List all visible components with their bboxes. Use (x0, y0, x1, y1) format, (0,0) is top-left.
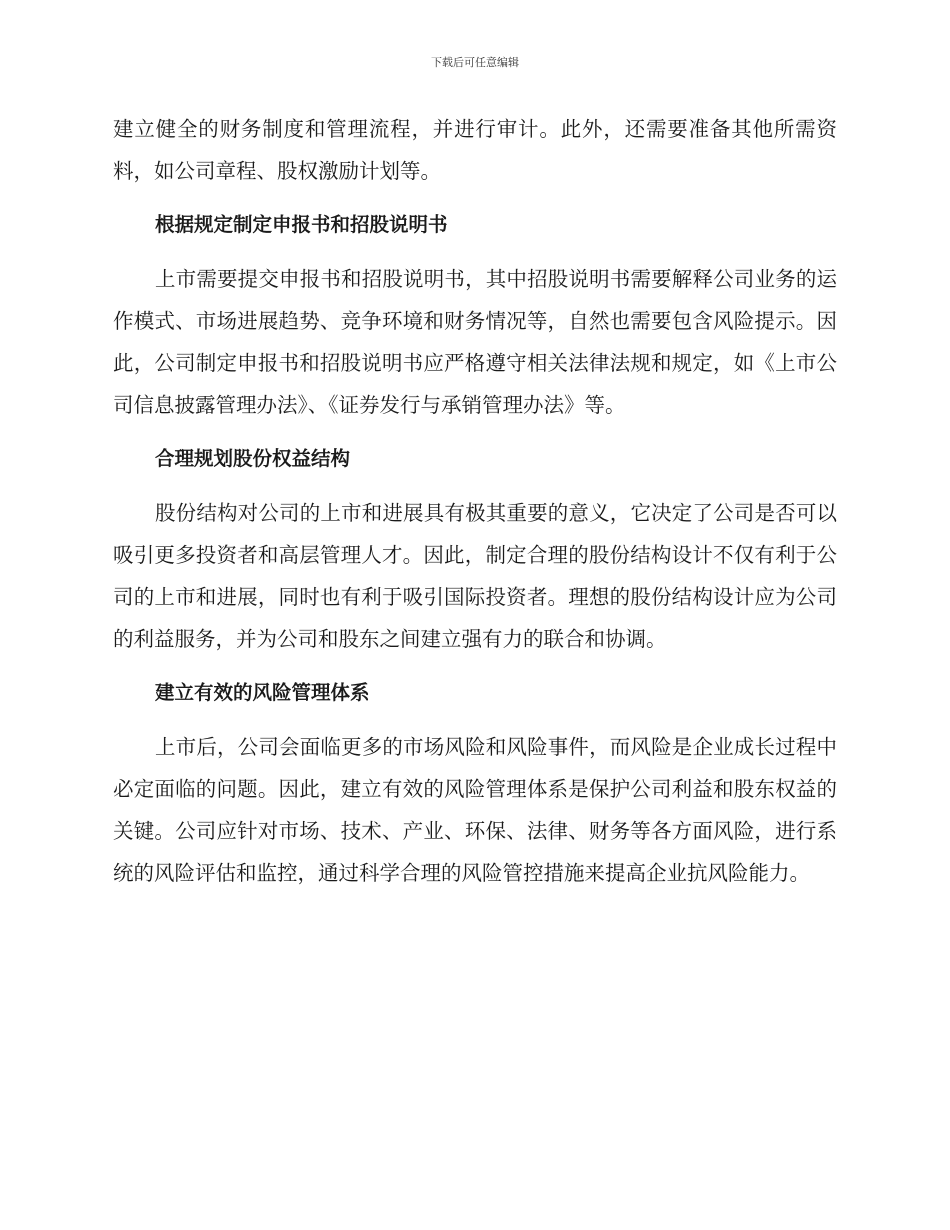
section-heading-equity-structure: 合理规划股份权益结构 (155, 447, 351, 470)
document-body (113, 108, 837, 894)
section-heading-prospectus: 根据规定制定申报书和招股说明书 (155, 213, 448, 236)
paragraph-risk-management: 上市后，公司会面临更多的市场风险和风险事件，而风险是企业成长过程中必定面临的问题。因此，建立有效的风险管理体系是保护公司利益和股东权益的关键。公司应针对市场、技术、产业、环保、法律、财务等各方面风险，进行系统的风险评估和监控，通过科学合理的风险管控措施来提高企业抗风险能力。 (113, 735, 837, 885)
paragraph-prospectus: 上市需要提交申报书和招股说明书，其中招股说明书需要解释公司业务的运作模式、市场进展趋势、竞争环境和财务情况等，自然也需要包含风险提示。因此，公司制定申报书和招股说明书应严格遵守相关法律法规和规定，如《上市公司信息披露管理办法》、《证券发行与承销管理办法》等。 (113, 267, 837, 417)
section-heading-risk-management: 建立有效的风险管理体系 (155, 681, 370, 704)
paragraph-equity-structure: 股份结构对公司的上市和进展具有极其重要的意义，它决定了公司是否可以吸引更多投资者和高层管理人才。因此，制定合理的股份结构设计不仅有利于公司的上市和进展，同时也有利于吸引国际投资者。理想的股份结构设计应为公司的利益服务，并为公司和股东之间建立强有力的联合和协调。 (113, 501, 837, 651)
page-header: 下载后可任意编辑 (431, 56, 519, 69)
paragraph-continuation: 建立健全的财务制度和管理流程，并进行审计。此外，还需要准备其他所需资料，如公司章程、股权激励计划等。 (113, 117, 837, 183)
